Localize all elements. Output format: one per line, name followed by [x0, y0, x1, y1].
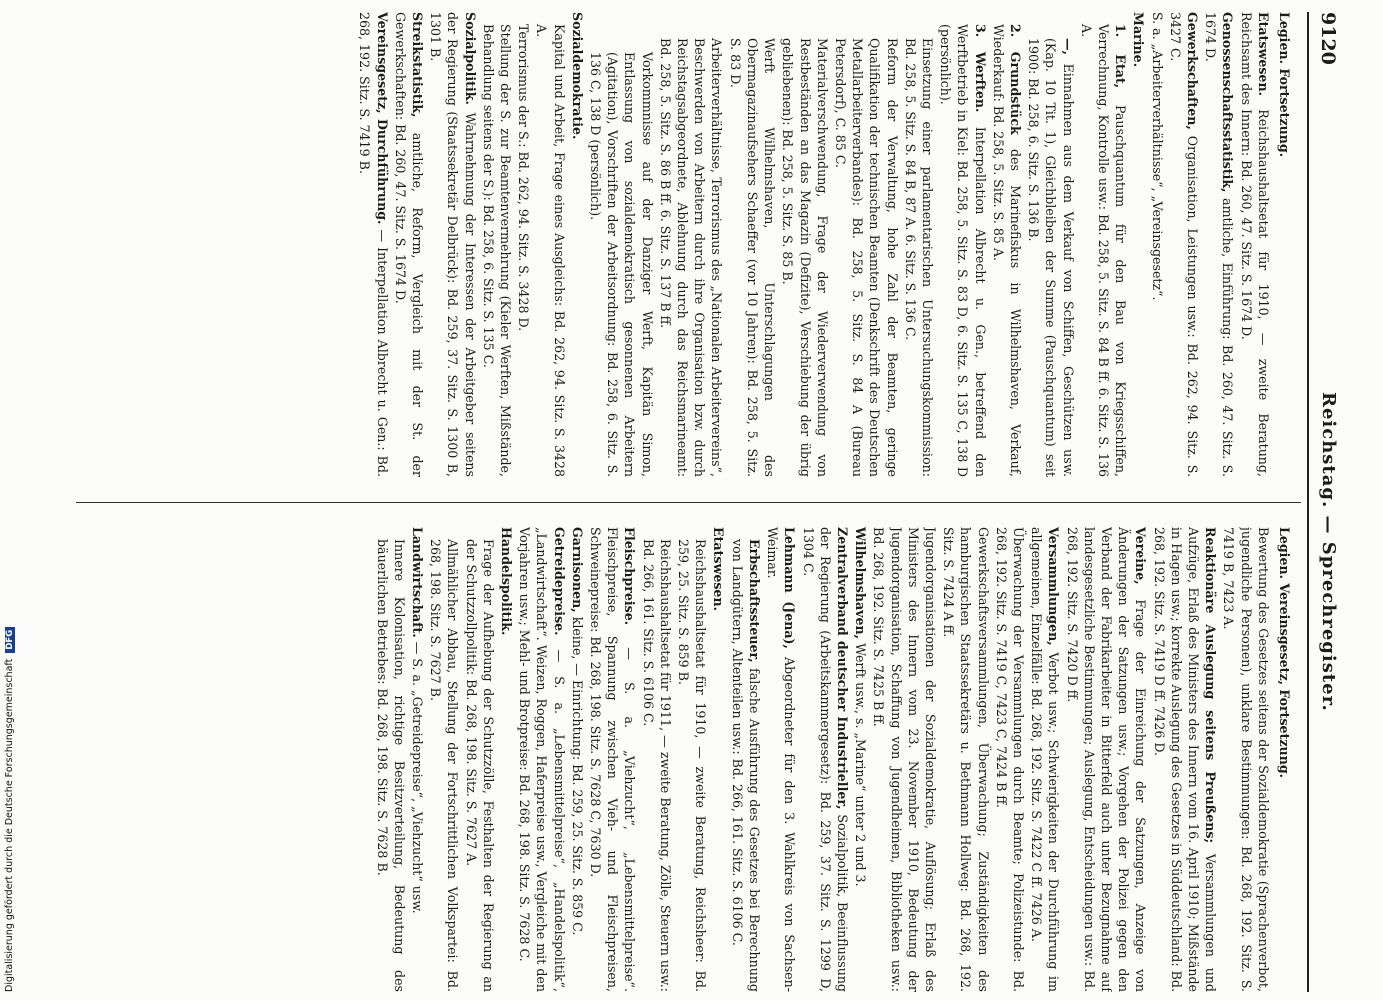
entry-text: Werft Wilhelmshaven, Unterschlagungen des Obermagazinaufsehers Schaeffer (vor 10 Jahren): Bd. 258, 5. Sitz. S. 83 D. — [727, 38, 778, 477]
register-entry — [1025, 12, 1077, 477]
entry-text: amtliche, Reform, Vergleich mit der St. der Gewerkschaften: Bd. 260, 47. Sitz. S. 1674 D. — [392, 12, 426, 477]
register-entry — [373, 527, 407, 992]
register-entry — [392, 12, 426, 477]
entry-keyword: Genossenschaftsstatistik, — [1220, 12, 1236, 193]
register-entry — [993, 527, 1027, 992]
register-entry — [516, 527, 568, 992]
register-entry — [710, 527, 727, 992]
register-entry — [587, 12, 656, 477]
register-entry — [1150, 527, 1219, 992]
entry-text: Stellung der S. zur Beamtenvermehrung (Kieler Werften, Mißstände, Behandlung seitens der S.): Bd. 258, 6. Sitz. S. 135 C. — [480, 24, 514, 477]
entry-text: Überwachung der Versammlungen durch Beamte; Polizeistunde: Bd. 268, 192. Sitz. S. 7419 C, 7423 C, 7424 B ff. — [993, 527, 1026, 992]
register-entry — [940, 527, 992, 992]
entry-text: falsche Ausführung des Gesetzes bei Berechnung von Landgütern, Altenteilen usw.: Bd. 266, 161. Sitz. S. 6106 C. — [729, 539, 762, 992]
register-entry — [533, 12, 567, 477]
entry-keyword: 2. Grundstück — [1007, 24, 1023, 135]
entry-text: — Interpellation Albrecht u. Gen.: Bd. 268, 192. Sitz. S. 7419 B. — [357, 12, 390, 477]
entry-keyword: Erbschaftssteuer, — [746, 539, 762, 663]
entry-keyword: Vereine, — [1133, 527, 1149, 585]
register-entry — [427, 12, 479, 477]
register-entry — [852, 527, 869, 992]
entry-text: Reichshaushaltsetat für 1910, — zweite Beratung, Reichsamt des Innern: Bd. 260, 47. Sitz. S. 1674 D. — [1238, 12, 1271, 477]
entry-text: Terrorismus der S.: Bd. 262, 94. Sitz. S. 3428 D. — [516, 24, 532, 332]
register-entry — [356, 12, 390, 477]
entry-keyword: Streikstatistik, — [410, 12, 426, 118]
entry-text: Reichshaushaltsetat für 1910, — zweite Beratung, Reichsheer: Bd. 259, 25. Sitz. S. 859 B. — [676, 539, 709, 992]
entry-text: Frage der Einreichung der Satzungen, Anzeige von Änderungen der Satzungen usw.; Vorgehen der Polizei gegen den Verband der Fabrikarbeiter in Bitterfeld auch unter Bezugnahme auf landesgesetzliche Bestimmungen; Auslegung, Entscheidungen usw.: Bd. 268, 192. Sitz. S. 7420 D ff. — [1064, 527, 1149, 992]
register-entry — [870, 527, 939, 992]
entry-text: Kapital und Arbeit, Frage eines Ausgleichs: Bd. 262, 94. Sitz. S. 3428 A. — [534, 24, 567, 477]
left-continuation-heading: Legien. Fortsetzung. — [1277, 12, 1292, 158]
register-entry — [480, 12, 514, 477]
register-entry — [1202, 12, 1236, 477]
entry-keyword: 1. Etat, — [1113, 24, 1129, 89]
page-header — [1305, 12, 1345, 992]
register-entry — [639, 527, 673, 992]
credit-text: Digitalisierung gefördert durch die Deutsche Forschungsgemeinschaft — [4, 658, 15, 992]
register-entry — [498, 527, 515, 992]
register-entry — [937, 12, 989, 477]
entry-keyword: Versammlungen, — [1046, 527, 1062, 646]
register-entry — [675, 527, 709, 992]
entry-text: kleine, — Einrichtung: Bd. 259, 25. Sitz. S. 859 C. — [569, 616, 585, 936]
entry-keyword: 3. Werften. — [972, 24, 988, 113]
register-entry — [1167, 12, 1201, 477]
entry-keyword: Sozialpolitik. — [462, 12, 478, 105]
entry-keyword: Landwirtschaft. — [410, 527, 426, 638]
entry-keyword: Sozialdemokratie. — [569, 12, 585, 140]
register-entry — [515, 12, 532, 477]
register-entry — [569, 12, 586, 477]
register-entry — [990, 12, 1024, 477]
register-entry — [1237, 12, 1271, 477]
entry-keyword: —, — [1060, 38, 1076, 55]
entry-text: Materialverschwendung, Frage der Wiederverwendung von Restbeständen an das Magazin (Defizite), Verschiebung der übrig gebliebenen): Bd. 258, 5. Sitz. S. 85 B. — [780, 38, 830, 477]
entry-text: Wahrnehmung der Interessen der Arbeitgeber seitens der Regierung (Staatssekretär Delbrück): Bd. 259, 37. Sitz. S. 1300 B, 1301 B. — [428, 12, 478, 477]
entry-keyword: Reaktionäre Auslegung seitens Preußens; — [1203, 527, 1219, 844]
digitization-credit — [4, 600, 18, 992]
left-entry-list — [356, 12, 1272, 477]
column-divider — [76, 502, 1301, 503]
register-entry — [832, 12, 901, 477]
register-entry — [587, 527, 639, 992]
entry-keyword: Getreidepreise. — [551, 527, 567, 636]
entry-text: Gewerkschaftsversammlungen, Überwachung; Zuständigkeiten des hamburgischen Staatssekretärs u. Bethmann Hollweg: Bd. 268, 192. Sitz. S. 7424 A ff. — [941, 527, 991, 992]
register-entry — [427, 527, 461, 992]
entry-text: des Marinefiskus in Wilhelmshaven, Verkauf, Wiederkauf: Bd. 258, 5. Sitz. S. 85 A. — [990, 24, 1023, 477]
running-title: Reichstag. — Sprechregister. — [1318, 392, 1339, 712]
register-entry — [764, 527, 798, 992]
entry-keyword: Marine. — [1131, 12, 1147, 68]
register-entry — [727, 12, 779, 477]
entry-text: Vorkommnisse auf der Danziger Werft, Kapitän Simon, Entlassung von sozialdemokratisch gesonnenen Arbeitern (Agitation), Vorschriften der Arbeitsordnung: Bd. 258, 6. Sitz. S. 136 C, 138 D (persönlich). — [588, 52, 655, 477]
register-entry — [729, 527, 763, 992]
register-entry — [902, 12, 936, 477]
entry-text: Sozialpolitik, Beeinflussung der Regierung (Arbeitskammergesetz): Bd. 259, 37. Sitz. S. 1299 D, 1304 C. — [800, 527, 850, 992]
register-entry — [462, 527, 496, 992]
right-continuation-heading: Legien. Vereinsgesetz, Fortsetzung. — [1277, 527, 1292, 779]
right-column — [83, 527, 1293, 992]
entry-text: Reform der Verwaltung, hohe Zahl der Beamten, geringe Qualifikation der technischen Beamten (Denkschrift des Deutschen Metallarbeiterverbandes): Bd. 258, 5. Sitz. S. 84 A (Bureau Petersdorf), C. 85 C. — [832, 38, 900, 477]
entry-text: Arbeiterverhältnisse, Terrorismus des „Nationalen Arbeitervereins“, Beschwerden von Arbeitern durch ihre Organisation bzw. durch Reichstagsabgeordnete, Ablehnung durch das Reichsmarineamt: Bd. 258, 5. Sitz. S. 86 B ff. 6. Sitz. S. 137 B ff. — [657, 38, 725, 477]
entry-keyword: Etatswesen. — [711, 527, 727, 611]
entry-text: Werft usw., s. „Marine“ unter 2 und 3. — [853, 643, 869, 887]
entry-keyword: Gewerkschaften, — [1184, 12, 1200, 130]
register-entry — [1063, 527, 1149, 992]
entry-keyword: Handelspolitik. — [499, 527, 515, 636]
entry-text: Innere Kolonisation, richtige Besitzverteilung, Bedeutung des bäuerlichen Betriebes: Bd. 268, 198. Sitz. S. 7628 B. — [374, 539, 407, 992]
header-rule — [1307, 12, 1309, 992]
entry-text: Reichshaushaltsetat für 1911, — zweite Beratung, Zölle, Steuern usw.: Bd. 266, 161. Sitz. S. 6106 C. — [640, 539, 673, 992]
entry-keyword: Garnisonen, — [569, 527, 585, 613]
entry-text: S. a. „Arbeiterverhältnisse“, „Vereinsgesetz“. — [1149, 12, 1165, 301]
right-entry-list — [373, 527, 1271, 992]
entry-text: Versammlungen und Aufzüge, Erlaß des Ministers des Innern vom 16. April 1910; Mißstände in Hagen usw.; korrekte Auslegung des Gesetzes in Süddeutschland: Bd. 268, 192. Sitz. S. 7419 D ff. 7426 D. — [1151, 527, 1219, 992]
entry-text: Organisation, Leistungen usw.: Bd. 262, 94. Sitz. S. 3427 C. — [1167, 12, 1200, 477]
register-entry — [1148, 12, 1165, 477]
entry-keyword: Zentralverband deutscher Industrieller, — [834, 527, 850, 810]
left-column — [83, 12, 1293, 477]
entry-text: Jugendorganisationen der Sozialdemokratie, Auflösung; Erlaß des Ministers des Innern vom 23. November 1910, Bedeutung der Jugendorganisation, Schaffung von Jugendheimen, Bibliotheken usw.: Bd. 268, 192. Sitz. S. 7425 B ff. — [871, 527, 938, 992]
register-entry — [1028, 527, 1062, 992]
entry-keyword: Lehmann (Jena), — [782, 527, 798, 649]
register-entry — [779, 12, 831, 477]
entry-text: Einsetzung einer parlamentarischen Untersuchungskommission: Bd. 258, 5. Sitz. S. 84 B, 87 A. 6. Sitz. S. 136 C. — [902, 38, 935, 477]
entry-keyword: Wilhelmshaven, — [853, 527, 869, 640]
register-entry — [409, 527, 426, 992]
entry-text: Bewertung des Gesetzes seitens der Sozialdemokratie (Sprachenverbot, jugendliche Personen), unklare Bestimmungen: Bd. 268, 192. Sitz. S. 7419 B, 7423 A. — [1221, 527, 1271, 992]
entry-text: Frage der Aufhebung der Schutzzölle, Festhalten der Regierung an der Schutzzollpolitik: Bd. 268, 198. Sitz. S. 7627 A. — [463, 539, 496, 992]
entry-text: — S. a. „Viehzucht“, „Lebensmittelpreise“. Fleischpreise, Spannung zwischen Vieh- und Fleischpreisen, Schweinepreise: Bd. 268, 198. Sitz. S. 7628 C, 7630 D. — [588, 527, 638, 992]
entry-text: Abgeordneter für den 3. Wahlkreis von Sachsen-Weimar. — [765, 527, 798, 992]
entry-keyword: Vereinsgesetz, Durchführung. — [374, 12, 390, 225]
register-entry — [799, 527, 851, 992]
page-number: 9120 — [1317, 12, 1339, 65]
entry-text: Pauschquantum für den Bau von Kriegsschiffen, Verrechnung, Kontrolle usw.: Bd. 258, 5. Sitz. S. 84 B ff. 6. Sitz. S. 136 A. — [1078, 24, 1129, 477]
entry-keyword: Etatswesen. — [1255, 12, 1271, 96]
register-entry — [657, 12, 726, 477]
register-entry — [1220, 527, 1272, 992]
register-entry — [1078, 12, 1130, 477]
register-entry — [1130, 12, 1147, 477]
entry-keyword: Fleischpreise. — [622, 527, 638, 626]
dfg-logo: DFG — [5, 627, 15, 653]
entry-text: — S. a. „Lebensmittelpreise“, „Handelspolitik“, „Landwirtschaft“. Weizen, Roggen, Haferpreise usw., Vergleiche mit den Vorjahren usw.; Mehl- und Brotpreise: Bd. 268, 198. Sitz. S. 7628 C. — [517, 527, 567, 992]
register-entry — [569, 527, 586, 992]
entry-text: Interpellation Albrecht u. Gen., betreffend den Werftbetrieb in Kiel: Bd. 258, 5. Sitz. S. 83 D, 6. Sitz. S. 135 C, 138 D (persönlich). — [938, 24, 988, 477]
entry-text: Verbot usw.; Schwierigkeiten der Durchführung im allgemeinen, Einzelfälle: Bd. 268, 192. Sitz. S. 7422 C ff. 7426 A. — [1029, 527, 1062, 992]
entry-text: amtliche, Einführung: Bd. 260, 47. Sitz. S. 1674 D. — [1203, 12, 1236, 477]
entry-text: Allmählicher Abbau, Stellung der Fortschrittlichen Volkspartei: Bd. 268, 198. Sitz. S. 7627 B. — [428, 539, 461, 992]
register-page — [45, 12, 1345, 992]
entry-text: — S. a. „Getreidepreise“, „Viehzucht“ usw. — [410, 641, 426, 914]
entry-text: Einnahmen aus dem Verkauf von Schiffen, Geschützen usw. (Kap. 10 Tit. 1), Gleichbleiben der Summe (Pauschquantum) seit 1900: Bd. 258, 6. Sitz. S. 136 B. — [1026, 38, 1076, 477]
